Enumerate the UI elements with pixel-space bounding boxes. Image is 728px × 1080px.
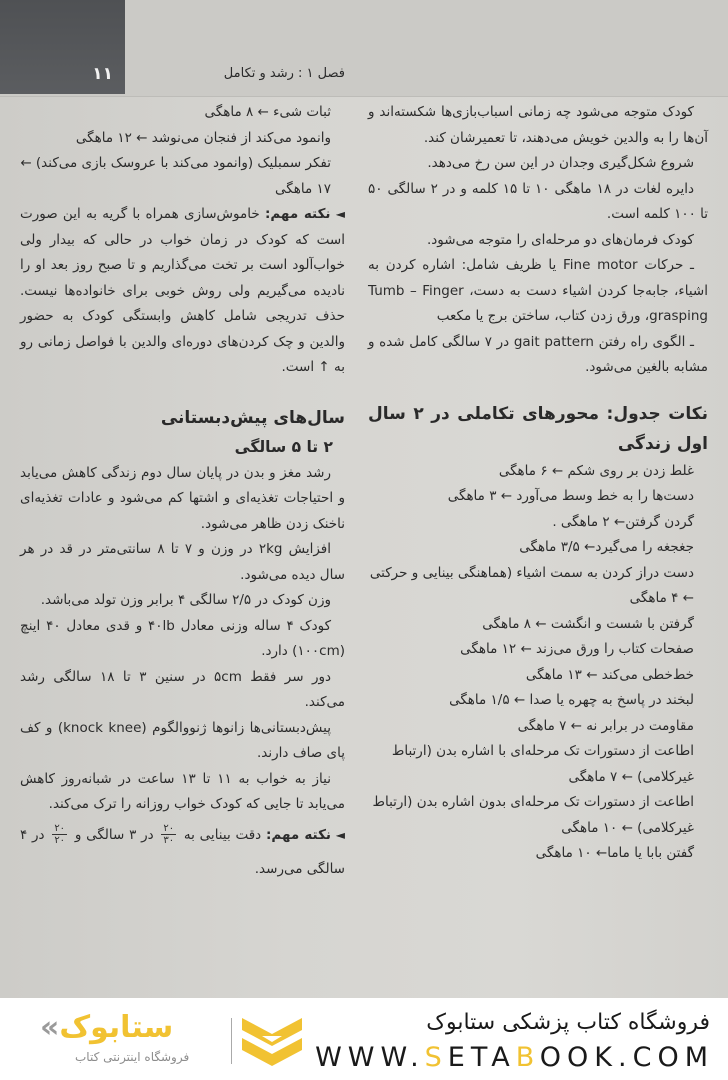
milestone-item: خط‌خطی می‌کند ← ۱۳ ماهگی <box>525 666 694 683</box>
paragraph: دور سر فقط ۵cm در سنین ۳ تا ۱۸ سالگی رشد می‌کند. <box>20 668 345 710</box>
section-heading: سال‌های پیش‌دبستانی <box>160 407 345 428</box>
url-part: OOK.COM <box>539 1042 714 1073</box>
paragraph: افزایش ۲kg در وزن و ۷ تا ۸ سانتی‌متر در قد در هر سال دیده می‌شود. <box>20 541 345 583</box>
logo-subtitle: فروشگاه اینترنتی کتاب <box>75 1050 190 1064</box>
important-note <box>20 818 345 886</box>
milestone-item: اطاعت از دستورات تک مرحله‌ای با اشاره بدن (ارتباط غیرکلامی) ← ۷ ماهگی <box>391 743 694 785</box>
arrow-bullet-icon: ◄ <box>335 207 346 221</box>
fraction-denominator: ۲۰ <box>54 835 66 846</box>
arrow-bullet-icon: ◄ <box>335 827 345 842</box>
milestone-item: وانمود می‌کند از فنجان می‌نوشد ← ۱۲ ماهگی <box>75 129 331 146</box>
milestone-item: مقاومت در برابر نه ← ۷ ماهگی <box>517 717 694 734</box>
store-banner <box>0 998 728 1080</box>
fraction <box>52 823 67 846</box>
milestone-item: گرفتن با شست و انگشت ← ۸ ماهگی <box>482 615 694 632</box>
page-number: ۱۱ <box>92 64 113 84</box>
note-text: دقت بینایی به <box>179 826 266 843</box>
url-part: WWW. <box>315 1042 425 1073</box>
note-label: نکته مهم: <box>265 826 331 843</box>
note-text: در ۴ سالگی می‌رسد. <box>20 826 345 877</box>
fraction-numerator: ۲۰ <box>163 823 175 834</box>
paragraph: رشد مغز و بدن در پایان سال دوم زندگی کاهش می‌یابد و احتیاجات تغذیه‌ای و اشتها کم می‌شود و عادات تغذیه‌ای ناخنک زدن ظاهر می‌شود. <box>20 464 345 532</box>
milestone-item: لبخند در پاسخ به چهره یا صدا ← ۱/۵ ماهگی <box>449 692 694 708</box>
milestone-item: غلط زدن بر روی شکم ← ۶ ماهگی <box>498 462 694 479</box>
store-url[interactable] <box>315 1042 714 1073</box>
paragraph: شروع شکل‌گیری وجدان در این سن رخ می‌دهد. <box>427 155 694 171</box>
note-text: خاموش‌سازی همراه با گریه به این صورت است که کودک در زمان خواب در حالی که بیدار ولی خواب‌آلود است بر تخت می‌گذاریم و تا صبح روز بعد او را نادیده می‌گیریم ولی روش خوبی برای خانواده‌ها نیست. حذف تدریجی شامل کاهش وابستگی کودک به حضور والدین و چک کردن‌های دوره‌ای والدین با فواصل زمانی رو به ↑ است. <box>20 206 345 375</box>
paragraph: نیاز به خواب به ۱۱ تا ۱۳ ساعت در شبانه‌روز کاهش می‌یابد تا جایی که کودک خواب روزانه را ترک می‌کند. <box>20 770 345 812</box>
paragraph: وزن کودک در ۲/۵ سالگی ۴ برابر وزن تولد می‌باشد. <box>40 592 331 608</box>
milestone-item: گردن گرفتن← ۲ ماهگی . <box>552 513 694 530</box>
logo-divider <box>231 1018 232 1064</box>
running-head: فصل ۱ : رشد و تکامل <box>223 66 345 81</box>
store-logo[interactable] <box>35 1010 285 1070</box>
paragraph: کودک متوجه می‌شود چه زمانی اسباب‌بازی‌ها شکسته‌اند و آن‌ها را به والدین خویش می‌دهند، تا تعمیرشان کند. <box>368 104 708 146</box>
fraction-denominator: ۳۰ <box>163 835 175 846</box>
store-name: فروشگاه کتاب پزشکی ستابوک <box>426 1010 710 1035</box>
url-part: ETA <box>447 1042 516 1073</box>
chevron-emblem-icon <box>240 1014 304 1070</box>
left-column <box>20 100 345 886</box>
milestone-item: صفحات کتاب را ورق می‌زند ← ۱۲ ماهگی <box>460 641 694 657</box>
paragraph: پیش‌دبستانی‌ها زانوها ژنووالگوم (knock knee) و کف پای صاف دارند. <box>20 719 345 761</box>
fraction-numerator: ۲۰ <box>54 823 66 834</box>
page-number-tab <box>0 0 125 94</box>
subheading: ۲ تا ۵ سالگی <box>234 437 333 456</box>
url-part-highlight: B <box>515 1042 540 1073</box>
fraction <box>161 823 176 846</box>
milestone-item: جغجغه را می‌گیرد← ۳/۵ ماهگی <box>519 539 694 555</box>
right-column <box>368 100 708 867</box>
logo-text: ستابوک <box>59 1010 174 1045</box>
section-heading: نکات جدول: محورهای تکاملی در ۲ سال اول زندگی <box>368 403 708 454</box>
dash-item: ـ الگوی راه رفتن gait pattern در ۷ سالگی کامل شده و مشابه بالغین می‌شود. <box>368 333 708 375</box>
paragraph: کودک فرمان‌های دو مرحله‌ای را متوجه می‌شود. <box>427 231 694 248</box>
milestone-item: دست دراز کردن به سمت اشیاء (هماهنگی بینایی و حرکتی ← ۴ ماهگی <box>369 564 694 606</box>
paragraph: کودک ۴ ساله وزنی معادل ۴۰lb و قدی معادل ۴۰ اینچ (۱۰۰cm) دارد. <box>20 617 345 659</box>
url-part-highlight: S <box>424 1042 448 1073</box>
milestone-item: گفتن بابا یا ماما← ۱۰ ماهگی <box>535 845 694 861</box>
double-chevron-icon: « <box>40 1010 60 1045</box>
milestone-item: تفکر سمبلیک (وانمود می‌کند با عروسک بازی می‌کند) ← ۱۷ ماهگی <box>20 155 331 197</box>
milestone-item: اطاعت از دستورات تک مرحله‌ای بدون اشاره بدن (ارتباط غیرکلامی) ← ۱۰ ماهگی <box>372 794 694 836</box>
paragraph: دایره لغات در ۱۸ ماهگی ۱۰ تا ۱۵ کلمه و در ۲ سالگی ۵۰ تا ۱۰۰ کلمه است. <box>368 180 708 222</box>
dash-item: ـ حرکات Fine motor یا ظریف شامل: اشاره کردن به اشیاء، جابه‌جا کردن اشیاء دست به دست، Tumb – Finger grasping، ورق زدن کتاب، ساختن برج یا مکعب <box>368 257 708 324</box>
note-label: نکته مهم: <box>264 206 331 222</box>
logo-wordmark <box>40 1010 173 1045</box>
page-header <box>0 0 728 97</box>
note-text: در ۳ سالگی و <box>70 826 159 843</box>
milestone-item: ثبات شیء ← ۸ ماهگی <box>204 104 331 120</box>
important-note <box>20 202 345 381</box>
milestone-item: دست‌ها را به خط وسط می‌آورد ← ۳ ماهگی <box>447 488 694 504</box>
